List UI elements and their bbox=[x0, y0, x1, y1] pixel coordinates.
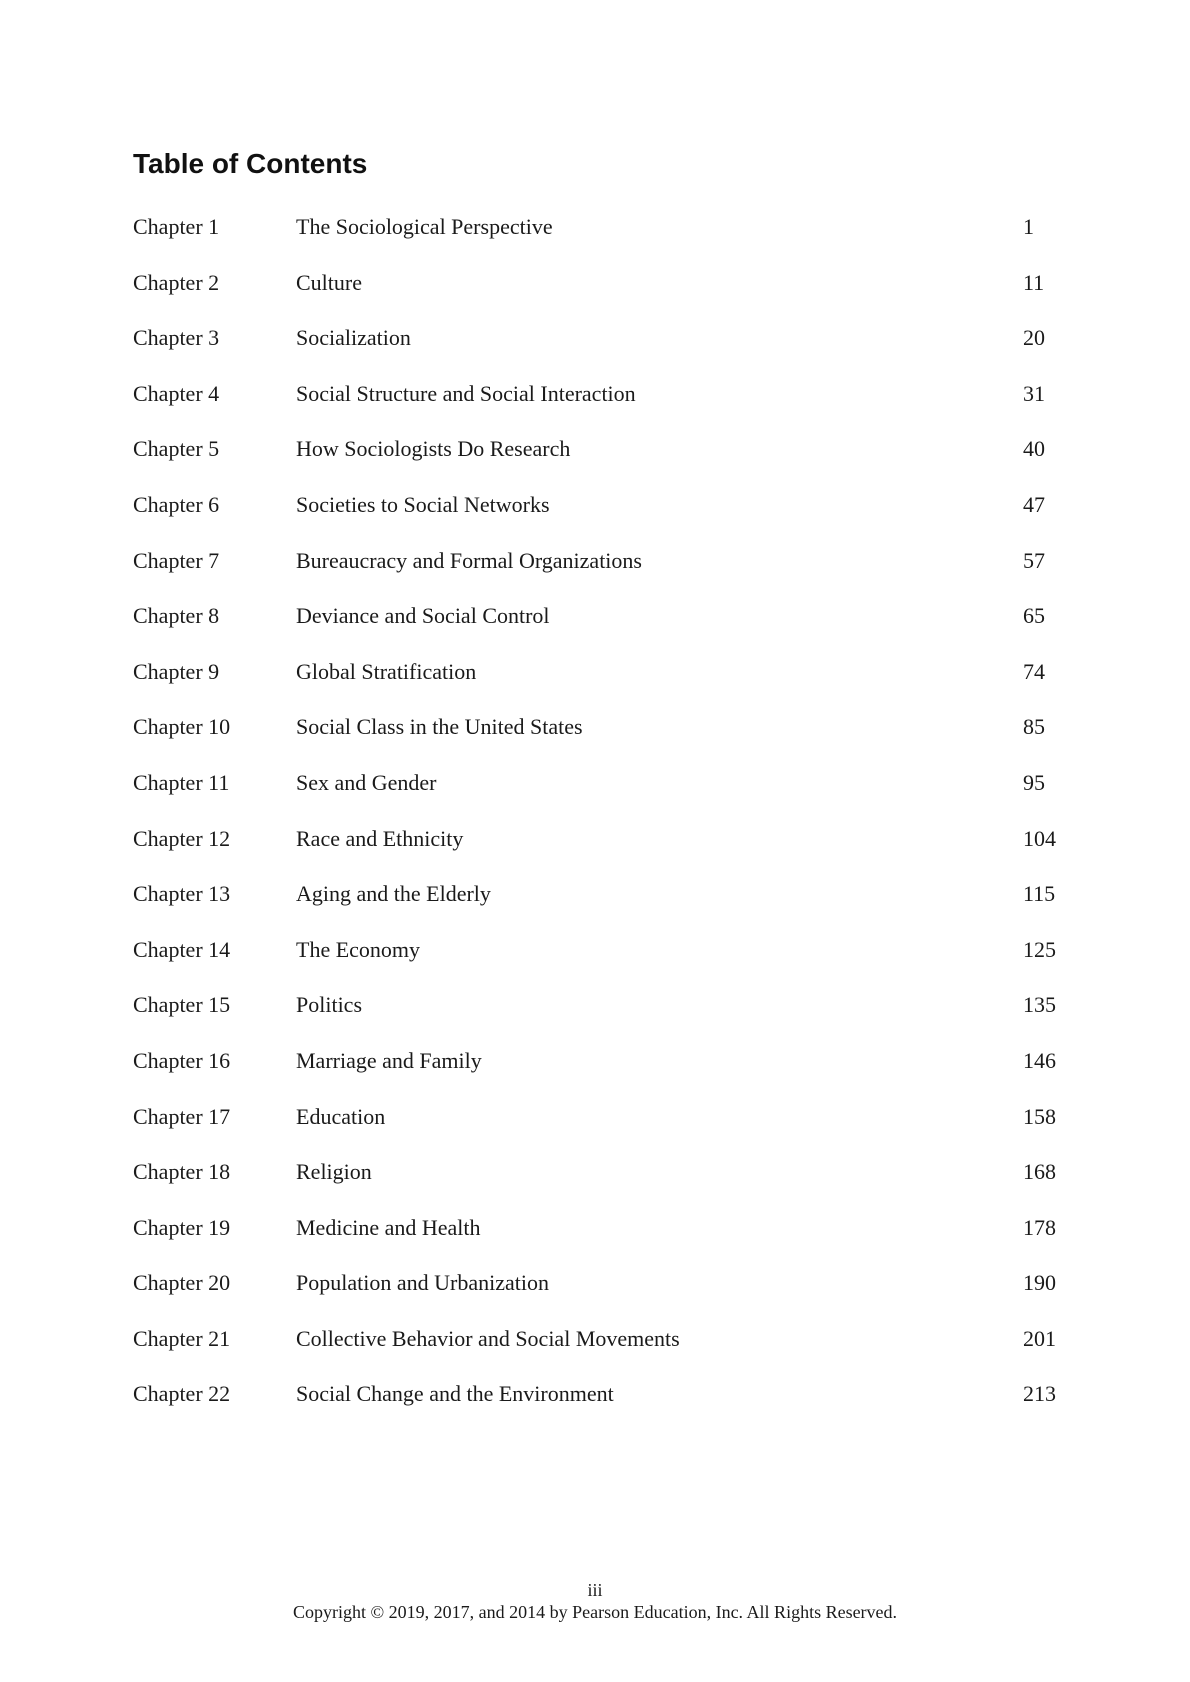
toc-entry[interactable] bbox=[133, 659, 1093, 715]
toc-entry[interactable] bbox=[133, 492, 1093, 548]
toc-chapter-label: Chapter 16 bbox=[133, 1047, 231, 1073]
toc-page-number: 125 bbox=[1023, 936, 1056, 962]
toc-chapter-title: The Economy bbox=[296, 936, 421, 962]
toc-chapter-label: Chapter 21 bbox=[133, 1325, 231, 1351]
toc-page-number: 146 bbox=[1023, 1047, 1056, 1073]
toc-page-number: 65 bbox=[1023, 603, 1045, 629]
toc-chapter-title: Sex and Gender bbox=[296, 769, 437, 795]
toc-chapter-title: Social Structure and Social Interaction bbox=[296, 380, 636, 406]
toc-chapter-title: Population and Urbanization bbox=[296, 1270, 549, 1296]
toc-chapter-label: Chapter 13 bbox=[133, 881, 231, 907]
toc-page-number: 115 bbox=[1023, 881, 1056, 907]
toc-chapter-title: The Sociological Perspective bbox=[296, 214, 553, 239]
footer-page-number: iii bbox=[587, 1580, 603, 1600]
toc-page-number: 104 bbox=[1023, 825, 1056, 851]
toc-chapter-title: How Sociologists Do Research bbox=[296, 436, 571, 462]
toc-chapter-title: Collective Behavior and Social Movements bbox=[296, 1325, 680, 1351]
toc-chapter-label: Chapter 20 bbox=[133, 1270, 231, 1296]
toc-entry[interactable] bbox=[133, 381, 1093, 437]
toc-chapter-title: Societies to Social Networks bbox=[296, 491, 550, 517]
toc-chapter-label: Chapter 2 bbox=[133, 269, 220, 295]
toc-chapter-label: Chapter 4 bbox=[133, 380, 220, 406]
toc-entry[interactable] bbox=[133, 992, 1093, 1048]
toc-chapter-label: Chapter 1 bbox=[133, 214, 220, 239]
toc-entry[interactable] bbox=[133, 770, 1093, 826]
toc-page-number: 213 bbox=[1023, 1381, 1056, 1407]
toc-chapter-label: Chapter 5 bbox=[133, 436, 220, 462]
toc-page-number: 1 bbox=[1023, 214, 1034, 239]
toc-chapter-label: Chapter 11 bbox=[133, 769, 230, 795]
toc-chapter-title: Education bbox=[296, 1103, 386, 1129]
toc-page-number: 74 bbox=[1023, 658, 1045, 684]
toc-page-number: 135 bbox=[1023, 992, 1056, 1018]
toc-chapter-label: Chapter 10 bbox=[133, 714, 231, 740]
toc-page-number: 168 bbox=[1023, 1159, 1056, 1185]
toc-chapter-title: Medicine and Health bbox=[296, 1214, 481, 1240]
toc-page-number: 20 bbox=[1023, 325, 1045, 351]
toc-page-number: 85 bbox=[1023, 714, 1045, 740]
toc-chapter-title: Politics bbox=[296, 992, 363, 1018]
toc-page-number: 158 bbox=[1023, 1103, 1056, 1129]
toc-chapter-label: Chapter 12 bbox=[133, 825, 231, 851]
toc-chapter-label: Chapter 3 bbox=[133, 325, 220, 351]
toc-chapter-title: Socialization bbox=[296, 325, 411, 351]
toc-entry[interactable] bbox=[133, 1104, 1093, 1160]
toc-chapter-label: Chapter 6 bbox=[133, 491, 220, 517]
toc-entry[interactable] bbox=[133, 548, 1093, 604]
toc-chapter-title: Culture bbox=[296, 269, 362, 295]
toc-entry[interactable] bbox=[133, 937, 1093, 993]
toc-page-number: 47 bbox=[1023, 491, 1045, 517]
page-title: Table of Contents bbox=[133, 148, 368, 179]
toc-chapter-title: Race and Ethnicity bbox=[296, 825, 464, 851]
toc-chapter-title: Social Change and the Environment bbox=[296, 1381, 614, 1407]
toc-chapter-title: Deviance and Social Control bbox=[296, 603, 550, 629]
toc-page-number: 31 bbox=[1023, 380, 1045, 406]
toc-entry[interactable] bbox=[133, 603, 1093, 659]
toc-chapter-title: Bureaucracy and Formal Organizations bbox=[296, 547, 642, 573]
toc-chapter-title: Aging and the Elderly bbox=[296, 881, 491, 907]
toc-chapter-label: Chapter 14 bbox=[133, 936, 231, 962]
toc-chapter-label: Chapter 18 bbox=[133, 1159, 231, 1185]
toc-entry[interactable] bbox=[133, 270, 1093, 326]
toc-page-number: 190 bbox=[1023, 1270, 1056, 1296]
toc-entry[interactable] bbox=[133, 1215, 1093, 1271]
toc-entry[interactable] bbox=[133, 1048, 1093, 1104]
toc-entry[interactable] bbox=[133, 1381, 1093, 1437]
toc-page-number: 40 bbox=[1023, 436, 1045, 462]
toc-page-number: 201 bbox=[1023, 1325, 1056, 1351]
toc-chapter-label: Chapter 7 bbox=[133, 547, 220, 573]
toc-entry[interactable] bbox=[133, 881, 1093, 937]
table-of-contents bbox=[133, 214, 1093, 1437]
toc-page-number: 95 bbox=[1023, 769, 1045, 795]
toc-page-number: 11 bbox=[1023, 269, 1045, 295]
toc-page-number: 57 bbox=[1023, 547, 1045, 573]
toc-page-number: 178 bbox=[1023, 1214, 1056, 1240]
toc-chapter-label: Chapter 9 bbox=[133, 658, 220, 684]
toc-chapter-title: Global Stratification bbox=[296, 658, 477, 684]
toc-chapter-title: Marriage and Family bbox=[296, 1047, 482, 1073]
toc-chapter-label: Chapter 22 bbox=[133, 1381, 231, 1407]
toc-chapter-label: Chapter 17 bbox=[133, 1103, 231, 1129]
toc-entry[interactable] bbox=[133, 1326, 1093, 1382]
toc-chapter-label: Chapter 8 bbox=[133, 603, 220, 629]
toc-entry[interactable] bbox=[133, 1270, 1093, 1326]
toc-entry[interactable] bbox=[133, 826, 1093, 882]
toc-entry[interactable] bbox=[133, 214, 1093, 270]
toc-entry[interactable] bbox=[133, 436, 1093, 492]
footer-copyright: Copyright © 2019, 2017, and 2014 by Pearson Education, Inc. All Rights Reserved. bbox=[292, 1602, 898, 1622]
toc-chapter-title: Religion bbox=[296, 1159, 372, 1185]
toc-chapter-label: Chapter 15 bbox=[133, 992, 231, 1018]
toc-chapter-title: Social Class in the United States bbox=[296, 714, 583, 740]
toc-entry[interactable] bbox=[133, 1159, 1093, 1215]
toc-entry[interactable] bbox=[133, 714, 1093, 770]
toc-chapter-label: Chapter 19 bbox=[133, 1214, 231, 1240]
toc-entry[interactable] bbox=[133, 325, 1093, 381]
